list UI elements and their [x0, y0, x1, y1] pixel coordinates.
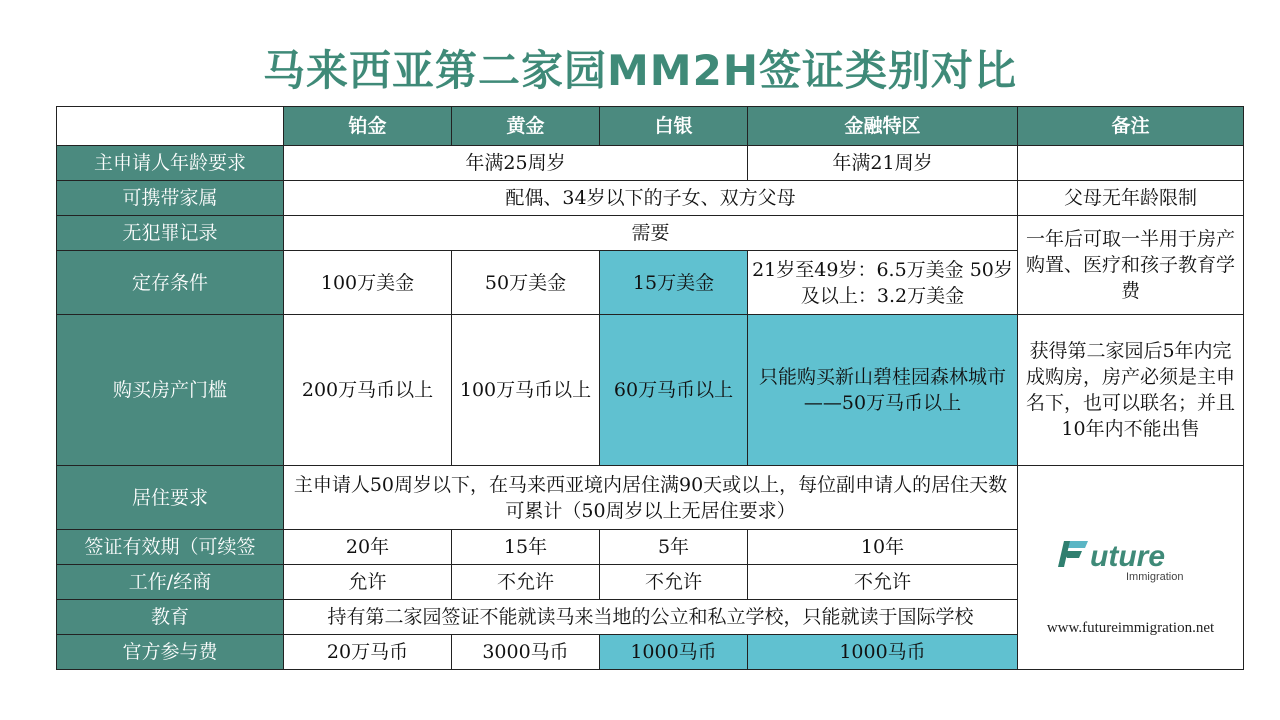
- cell-work-platinum: 允许: [284, 565, 452, 600]
- row-label-criminal: 无犯罪记录: [57, 216, 284, 251]
- cell-deposit-platinum: 100万美金: [284, 251, 452, 315]
- page-title: 马来西亚第二家园MM2H签证类别对比: [263, 46, 1017, 95]
- row-label-fee: 官方参与费: [57, 635, 284, 670]
- comparison-table: [56, 106, 1244, 670]
- cell-deposit-sez: 21岁至49岁：6.5万美金 50岁及以上：3.2万美金: [748, 251, 1018, 315]
- row-label-validity: 签证有效期（可续签: [57, 530, 284, 565]
- cell-fee-sez: 1000马币: [748, 635, 1018, 670]
- cell-property-gold: 100万马币以上: [452, 315, 600, 466]
- logo-subtitle: Immigration: [1125, 570, 1183, 583]
- cell-property-note: 获得第二家园后5年内完成购房，房产必须是主申名下，也可以联名；并且10年内不能出售: [1018, 315, 1244, 466]
- future-logo-icon: [1056, 535, 1206, 585]
- row-label-deposit: 定存条件: [57, 251, 284, 315]
- cell-validity-silver: 5年: [600, 530, 748, 565]
- cell-age-note: [1018, 146, 1244, 181]
- row-label-family: 可携带家属: [57, 181, 284, 216]
- cell-fee-silver: 1000马币: [600, 635, 748, 670]
- header-notes: 备注: [1018, 107, 1244, 146]
- cell-work-silver: 不允许: [600, 565, 748, 600]
- cell-deposit-gold: 50万美金: [452, 251, 600, 315]
- header-silver: 白银: [600, 107, 748, 146]
- row-property: [57, 315, 1244, 466]
- logo-wordmark: uture: [1089, 539, 1165, 573]
- cell-deposit-silver: 15万美金: [600, 251, 748, 315]
- cell-age-sez: 年满21周岁: [748, 146, 1018, 181]
- cell-education-value: 持有第二家园签证不能就读马来当地的公立和私立学校，只能就读于国际学校: [284, 600, 1018, 635]
- row-label-education: 教育: [57, 600, 284, 635]
- row-label-residence: 居住要求: [57, 466, 284, 530]
- header-row: [57, 107, 1244, 146]
- header-corner: [57, 107, 284, 146]
- cell-fee-gold: 3000马币: [452, 635, 600, 670]
- cell-property-sez: 只能购买新山碧桂园森林城市——50万马币以上: [748, 315, 1018, 466]
- cell-property-silver: 60万马币以上: [600, 315, 748, 466]
- header-platinum: 铂金: [284, 107, 452, 146]
- cell-residence-value: 主申请人50周岁以下，在马来西亚境内居住满90天或以上，每位副申请人的居住天数可累计（50周岁以上无居住要求）: [284, 466, 1018, 530]
- cell-deposit-note: 一年后可取一半用于房产购置、医疗和孩子教育学费: [1018, 216, 1244, 315]
- header-gold: 黄金: [452, 107, 600, 146]
- cell-family-value: 配偶、34岁以下的子女、双方父母: [284, 181, 1018, 216]
- row-age: [57, 146, 1244, 181]
- company-logo: [1021, 535, 1240, 585]
- cell-validity-sez: 10年: [748, 530, 1018, 565]
- cell-age-main: 年满25周岁: [284, 146, 748, 181]
- cell-criminal-value: 需要: [284, 216, 1018, 251]
- cell-property-platinum: 200万马币以上: [284, 315, 452, 466]
- website-url: www.futureimmigration.net: [1046, 619, 1215, 636]
- row-label-work: 工作/经商: [57, 565, 284, 600]
- cell-validity-platinum: 20年: [284, 530, 452, 565]
- row-residence: [57, 466, 1244, 530]
- header-sez: 金融特区: [748, 107, 1018, 146]
- logo-cell: [1018, 466, 1244, 670]
- row-label-property: 购买房产门槛: [57, 315, 284, 466]
- cell-validity-gold: 15年: [452, 530, 600, 565]
- cell-work-sez: 不允许: [748, 565, 1018, 600]
- cell-work-gold: 不允许: [452, 565, 600, 600]
- cell-family-note: 父母无年龄限制: [1018, 181, 1244, 216]
- cell-fee-platinum: 20万马币: [284, 635, 452, 670]
- row-label-age: 主申请人年龄要求: [57, 146, 284, 181]
- row-criminal: [57, 216, 1244, 251]
- row-family: [57, 181, 1244, 216]
